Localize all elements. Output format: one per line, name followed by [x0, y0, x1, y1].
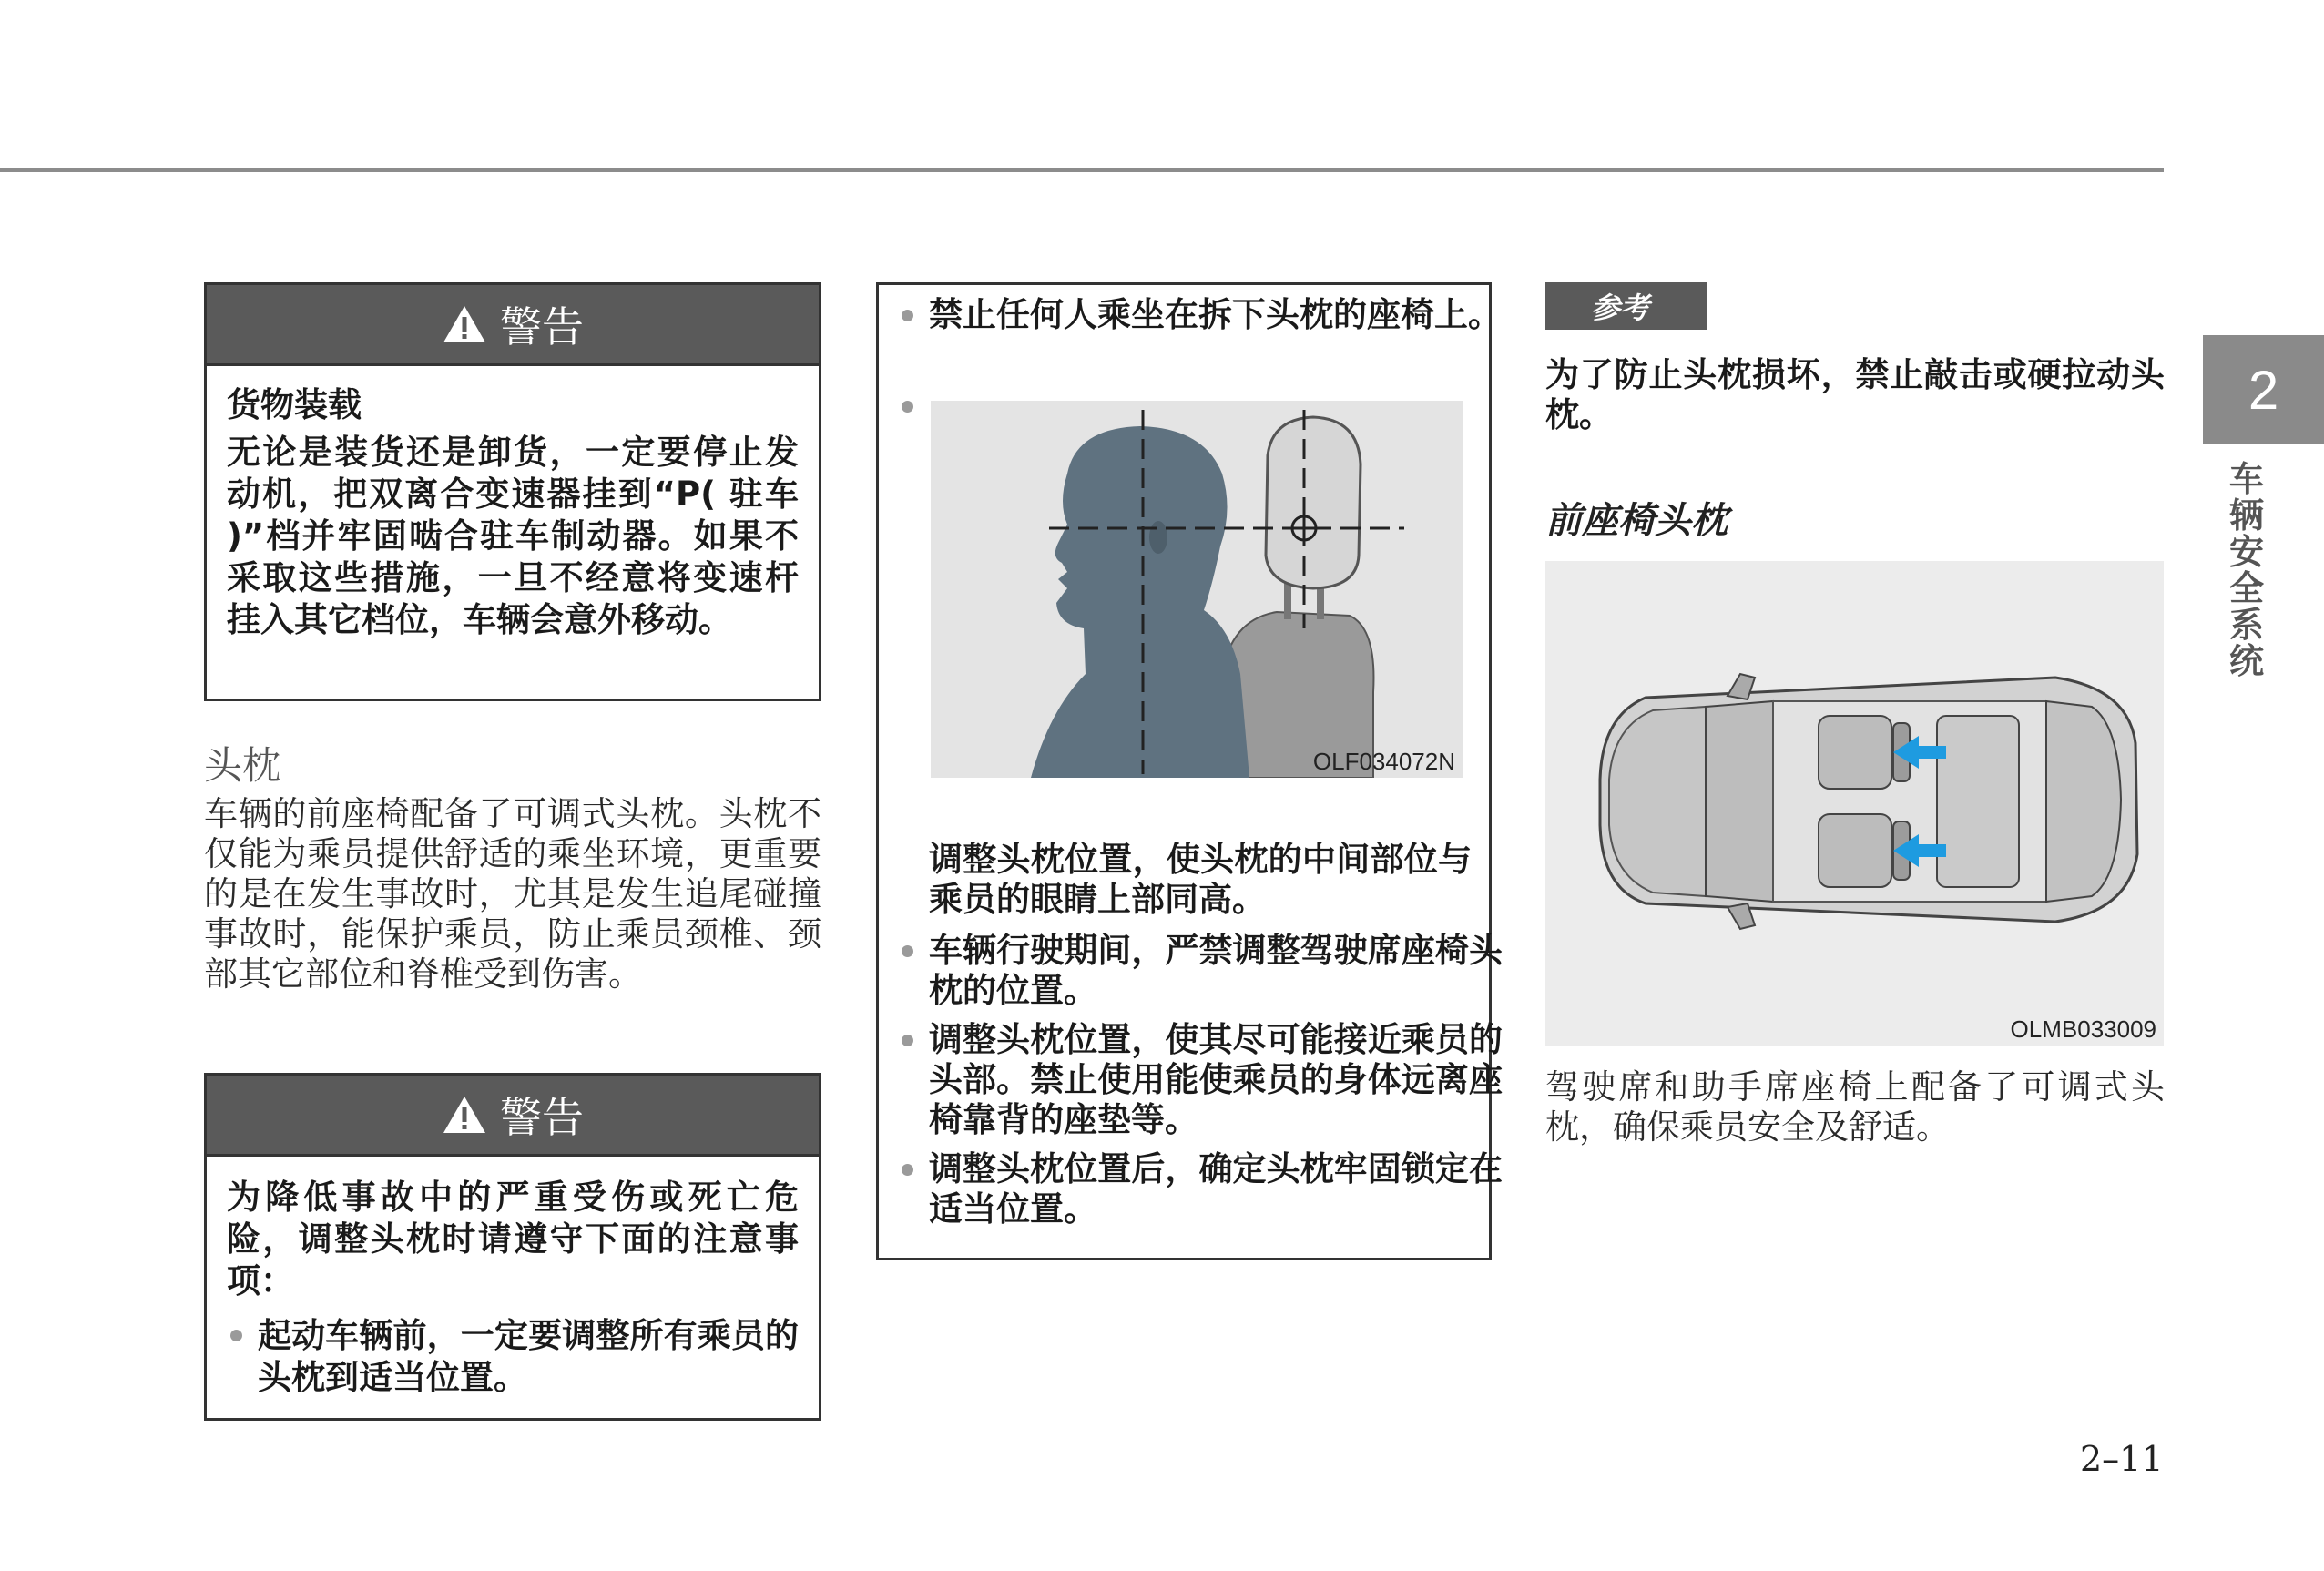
headrest-body: 车辆的前座椅配备了可调式头枕。头枕不仅能为乘员提供舒适的乘坐环境，更重要的是在发生事故时，尤其是发生追尾碰撞事故时，能保护乘员，防止乘员颈椎、颈部其它部位和脊椎受到伤害。	[204, 794, 821, 994]
head-and-headrest-illustration	[931, 401, 1463, 778]
figure-caption: 调整头枕位置，使头枕的中间部位与乘员的眼睛上部同高。	[929, 840, 1472, 919]
warning-box-headrest	[204, 1073, 821, 1421]
page-number: 2–11	[2080, 1439, 2164, 1479]
chapter-label: 车辆安全系统	[2228, 459, 2264, 681]
warning-header	[207, 1076, 819, 1157]
bullet-no-seat-without-headrest: 禁止任何人乘坐在拆下头枕的座椅上。	[898, 295, 1503, 335]
warning-bullet: 起动车辆前，一定要调整所有乘员的头枕到适当位置。	[227, 1315, 799, 1399]
bullet-adjust-close-to-head: 调整头枕位置，使其尽可能接近乘员的头部。禁止使用能使乘员的身体远离座椅靠背的座垫等。	[898, 1020, 1503, 1140]
warning-box-cargo	[204, 282, 821, 701]
note-body: 为了防止头枕损坏，禁止敲击或硬拉动头枕。	[1545, 355, 2165, 434]
note-badge: 参考	[1545, 282, 1707, 330]
figure-code: OLMB033009	[2010, 1015, 2156, 1043]
section-title-headrest: 头枕	[204, 743, 281, 788]
front-seat-body: 驾驶席和助手席座椅上配备了可调式头枕，确保乘员安全及舒适。	[1545, 1067, 2165, 1147]
headrest-position-figure	[931, 401, 1463, 778]
top-rule	[0, 168, 2164, 172]
warning-header	[207, 285, 819, 366]
bullet-no-adjust-while-driving: 车辆行驶期间，严禁调整驾驶席座椅头枕的位置。	[898, 931, 1503, 1011]
warning-intro: 为降低事故中的严重受伤或死亡危险，调整头枕时请遵守下面的注意事项：	[227, 1178, 799, 1301]
warning-title: 警告	[500, 302, 584, 352]
bullet-confirm-locked: 调整头枕位置后，确定头枕牢固锁定在适当位置。	[898, 1149, 1503, 1229]
warning-triangle-icon	[442, 1095, 487, 1135]
warning-title: 警告	[500, 1093, 584, 1142]
warning-triangle-icon	[442, 304, 487, 344]
chapter-number-tab: 2	[2203, 335, 2324, 444]
figure-code: OLF034072N	[1312, 748, 1455, 775]
warning-text: 无论是装货还是卸货，一定要停止发动机，把双离合变速器挂到“P( 驻车 )”档并牢固啮合驻车制动器。如果不采取这些措施，一旦不经意将变速杆挂入其它档位，车辆会意外移动。	[227, 433, 799, 639]
car-top-view-illustration	[1545, 561, 2164, 1046]
warning-subtitle: 货物装载	[227, 385, 362, 424]
car-top-view-figure	[1545, 561, 2164, 1046]
front-seat-headrest-title: 前座椅头枕	[1545, 500, 1728, 542]
